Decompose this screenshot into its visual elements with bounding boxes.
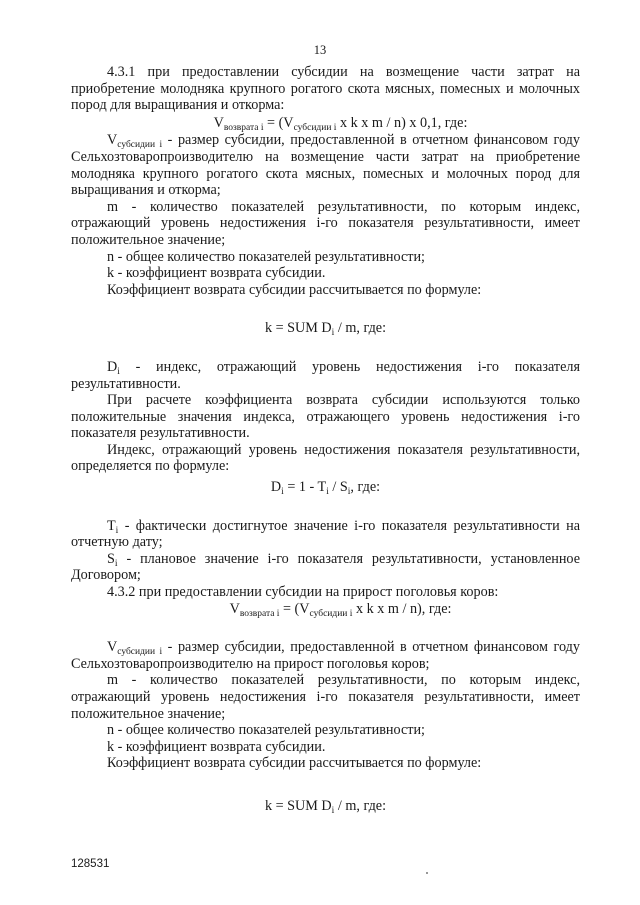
formula-v-return-2: $V_{возврата i} = (V_{субсидии i}$ x k x m / n), где: xyxy=(229,600,452,619)
definition-v-subsidy-2: $V_{субсидии i}$ - размер субсидии, предоставленной в отчетном финансовом году Сельхозтоваропроизводителю на прирост поголовья коров; xyxy=(71,639,580,672)
definition-t: $T_i$ - фактически достигнутое значение i-го показателя результативности на отчетную дату; xyxy=(71,517,580,551)
document-body xyxy=(71,64,580,815)
definition-s: $S_i$ - плановое значение i-го показателя результативности, установленное Договором; xyxy=(71,550,580,584)
footer-document-code: 128531 xyxy=(71,858,110,870)
formula-d: $D_i = 1 - T_i / S_i$, где: xyxy=(270,479,381,498)
formula-v-return-1: $V_{возврата i} = (V_{субсидии i}$ x k x m / n) x 0,1, где: xyxy=(213,114,468,133)
paragraph-positive-values: При расчете коэффициента возврата субсидии используются только положительные значения индекса, отражающего уровень недостижения i-го показателя результативности. xyxy=(71,392,580,442)
definition-k-2: k - коэффициент возврата субсидии. xyxy=(107,738,326,755)
page-number: 13 xyxy=(313,43,327,57)
formula-k-2: k = SUM $D_i$ / m, где: xyxy=(264,797,387,816)
definition-m-2: m - количество показателей результативности, по которым индекс, отражающий уровень недостижения i-го показателя результативности, имеет положительное значение; xyxy=(71,672,580,722)
formula-k-1: k = SUM $D_i$ / m, где: xyxy=(264,320,387,339)
formula-intro-d: Индекс, отражающий уровень недостижения показателя результативности, определяется по формуле: xyxy=(71,441,580,475)
formula-intro-k-2: Коэффициент возврата субсидии рассчитывается по формуле: xyxy=(107,755,482,772)
paragraph-4-3-1: 4.3.1 при предоставлении субсидии на возмещение части затрат на приобретение молодняка крупного рогатого скота мясных, помесных и молочных пород для выращивания и откорма: xyxy=(71,64,580,114)
formula-intro-k-1: Коэффициент возврата субсидии рассчитывается по формуле: xyxy=(107,281,482,298)
definition-n-2: n - общее количество показателей результативности; xyxy=(107,722,425,739)
definition-v-subsidy-1: $V_{субсидии i}$ - размер субсидии, предоставленной в отчетном финансовом году Сельхозтоваропроизводителю на возмещение части затрат на приобретение молодняка крупного рогатого скота мясных, помесных и молочных пород для выращивания и откорма; xyxy=(71,132,580,199)
scan-speck xyxy=(426,872,428,874)
paragraph-4-3-2: 4.3.2 при предоставлении субсидии на прирост поголовья коров: xyxy=(107,584,499,601)
definition-k-1: k - коэффициент возврата субсидии. xyxy=(107,265,326,282)
definition-d: $D_i$ - индекс, отражающий уровень недостижения i-го показателя результативности. xyxy=(71,358,580,392)
definition-n-1: n - общее количество показателей результативности; xyxy=(107,248,425,265)
definition-m-1: m - количество показателей результативности, по которым индекс, отражающий уровень недостижения i-го показателя результативности, имеет положительное значение; xyxy=(71,198,580,248)
